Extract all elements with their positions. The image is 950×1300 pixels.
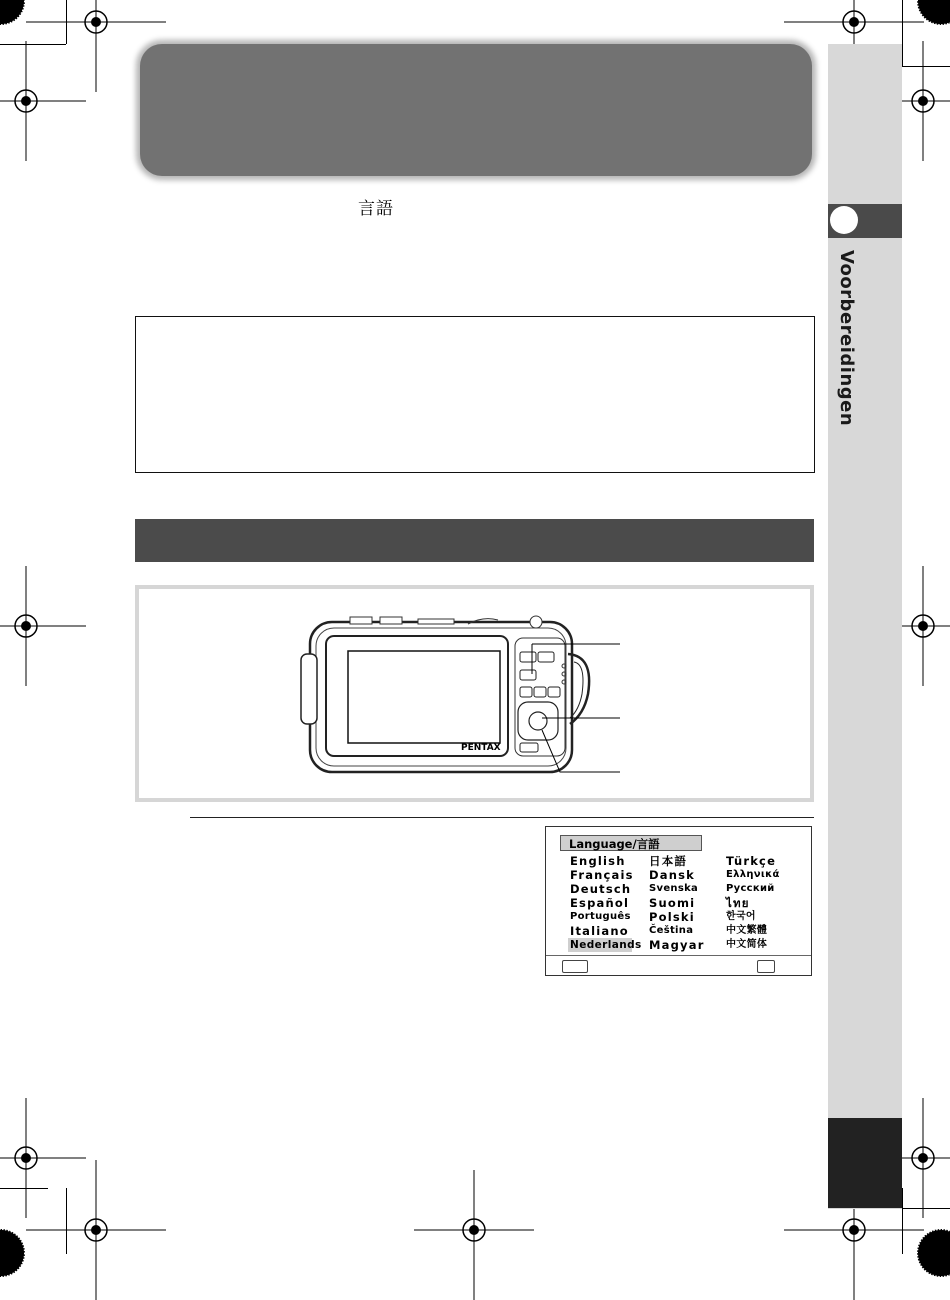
menu-button-icon xyxy=(562,960,588,973)
language-option[interactable]: Dansk xyxy=(649,868,695,882)
trim-line xyxy=(0,44,66,45)
language-option[interactable]: Русский xyxy=(726,883,775,894)
trim-line xyxy=(66,0,67,44)
language-option[interactable]: Polski xyxy=(649,910,695,924)
trim-line xyxy=(0,1188,48,1189)
camera-back-illustration xyxy=(298,614,628,784)
language-option[interactable]: Türkçe xyxy=(726,854,777,868)
language-option[interactable]: 日本語 xyxy=(649,854,688,868)
language-option[interactable]: Português xyxy=(570,911,631,922)
corner-sunburst-bottom-right xyxy=(914,1226,950,1280)
language-option[interactable]: Magyar xyxy=(649,938,705,952)
language-column-1 xyxy=(568,854,642,952)
title-banner xyxy=(140,44,812,176)
language-option[interactable]: Español xyxy=(570,896,630,910)
language-menu-screen xyxy=(545,826,812,976)
language-column-2 xyxy=(647,854,705,952)
trim-line xyxy=(902,1208,950,1209)
language-option[interactable]: Italiano xyxy=(570,924,629,938)
corner-sunburst-top-left xyxy=(0,0,28,28)
language-option[interactable]: Ελληνικά xyxy=(726,869,780,880)
registration-mark-left-middle xyxy=(0,556,96,696)
camera-brand-logo: PENTAX xyxy=(461,743,501,753)
language-menu-title: Language/言語 xyxy=(560,835,702,851)
registration-mark-left-upper xyxy=(0,31,96,171)
section-header xyxy=(135,519,814,562)
language-option[interactable]: Svenska xyxy=(649,883,699,894)
registration-mark-bottom-center xyxy=(404,1160,544,1300)
chapter-number-circle xyxy=(830,206,858,234)
menu-divider xyxy=(546,955,811,956)
language-option[interactable]: Suomi xyxy=(649,896,696,910)
inline-language-label: 言語 xyxy=(358,199,394,219)
trim-line xyxy=(902,0,903,66)
corner-sunburst-top-right xyxy=(914,0,950,28)
language-option[interactable]: 中文简体 xyxy=(726,939,768,950)
language-option-selected[interactable]: Nederlands xyxy=(570,939,642,951)
language-option[interactable]: English xyxy=(570,854,626,868)
chapter-title: Voorbereidingen xyxy=(836,250,857,427)
ok-button-icon xyxy=(757,960,775,973)
page-number-tab xyxy=(828,1118,902,1208)
language-option[interactable]: 한국어 xyxy=(726,911,756,922)
registration-mark-bottom-left xyxy=(26,1160,166,1300)
language-option[interactable]: ไทย xyxy=(726,896,750,910)
language-column-3 xyxy=(724,854,780,952)
trim-line xyxy=(902,66,950,67)
memo-box xyxy=(135,316,815,473)
language-option[interactable]: Deutsch xyxy=(570,882,632,896)
step-divider xyxy=(190,817,814,818)
trim-line xyxy=(902,1188,903,1254)
language-option[interactable]: Français xyxy=(570,868,634,882)
corner-sunburst-bottom-left xyxy=(0,1226,28,1280)
trim-line xyxy=(66,1188,67,1254)
language-option[interactable]: 中文繁體 xyxy=(726,925,768,936)
language-option[interactable]: Čeština xyxy=(649,925,694,936)
